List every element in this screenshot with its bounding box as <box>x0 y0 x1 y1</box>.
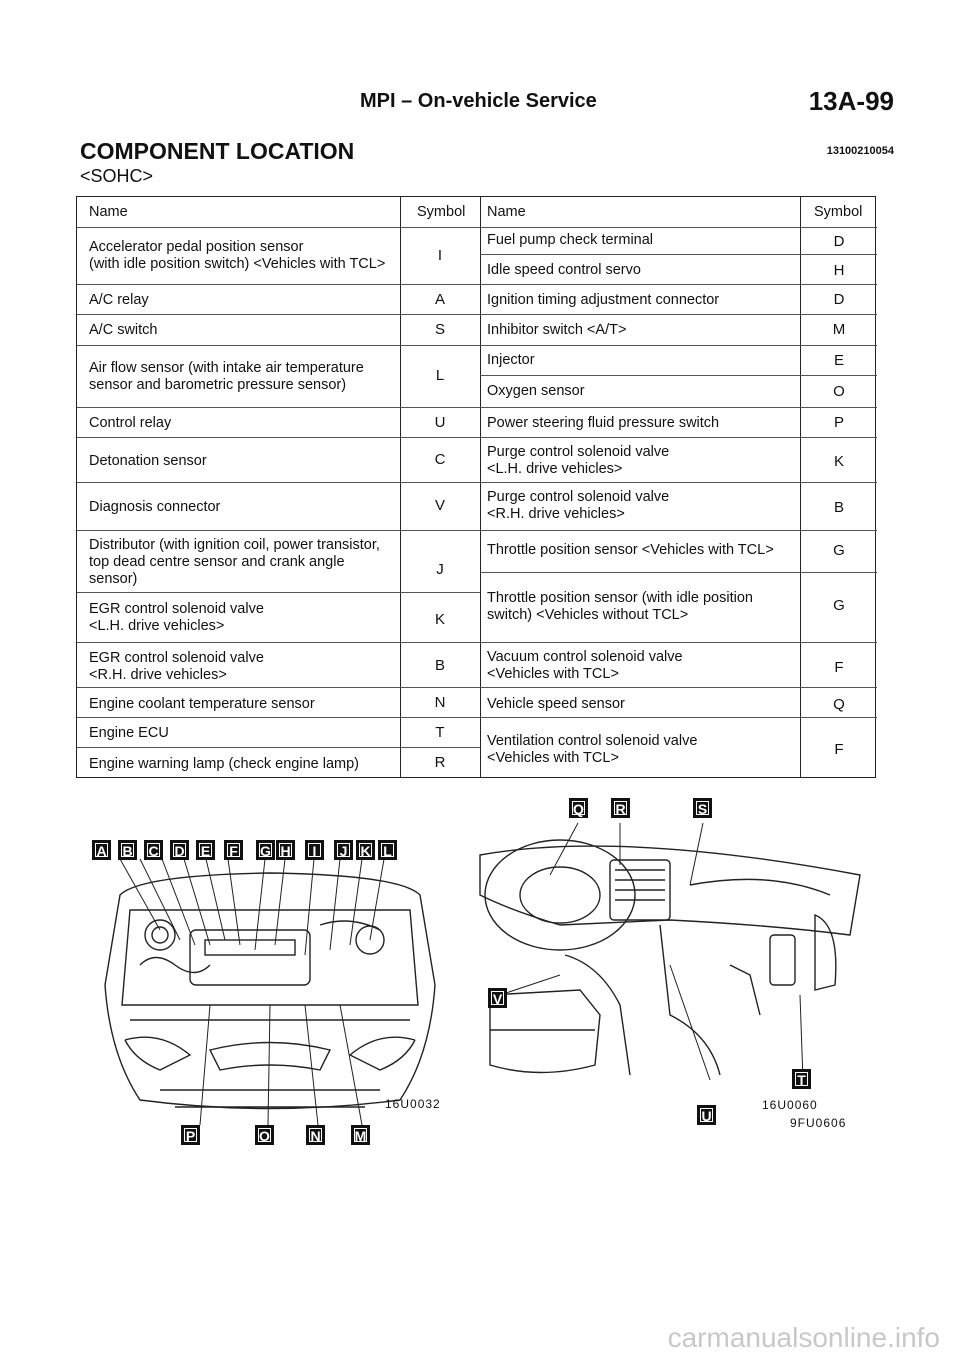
callout-label: J <box>334 840 353 860</box>
callout-label: N <box>306 1125 325 1145</box>
table-row-symbol: V <box>434 497 445 514</box>
table-row-symbol: K <box>833 453 844 470</box>
callout-label: E <box>196 840 215 860</box>
figure-code-secondary: 9FU0606 <box>790 1116 847 1130</box>
header-symbol-right: Symbol <box>814 204 863 220</box>
table-row-name: Engine ECU <box>89 725 169 741</box>
callout-label: R <box>611 798 630 818</box>
table-row-name: A/C relay <box>89 292 149 308</box>
callout-label: V <box>488 988 507 1008</box>
table-row-name: Purge control solenoid valve <R.H. drive vehicles> <box>487 489 670 522</box>
callout-label: G <box>256 840 275 860</box>
table-row-symbol: K <box>434 611 445 628</box>
table-row-name: Injector <box>487 352 535 368</box>
callout-label: L <box>378 840 397 860</box>
callout-label: U <box>697 1105 716 1125</box>
callout-label: S <box>693 798 712 818</box>
table-row-symbol: U <box>434 414 446 431</box>
table-row-name: Engine warning lamp (check engine lamp) <box>89 756 360 772</box>
table-row-name: Distributor (with ignition coil, power transistor, top dead centre sensor and crank angle sensor) <box>89 537 380 587</box>
callout-label: M <box>351 1125 370 1145</box>
callout-label: P <box>181 1125 200 1145</box>
table-row-name: Idle speed control servo <box>487 262 641 278</box>
table-row-symbol: J <box>436 561 444 578</box>
callout-label: I <box>305 840 324 860</box>
table-row-name: Purge control solenoid valve <L.H. drive vehicles> <box>487 444 670 477</box>
figure-code: 16U0032 <box>385 1097 441 1111</box>
table-row-name: Fuel pump check terminal <box>487 232 654 248</box>
callout-label: K <box>356 840 375 860</box>
callout-label: C <box>144 840 163 860</box>
section-subtitle: <SOHC> <box>80 166 154 186</box>
table-row-symbol: F <box>834 741 844 758</box>
callout-label: B <box>118 840 137 860</box>
callout-label: O <box>255 1125 274 1145</box>
table-row-name: Ventilation control solenoid valve <Vehicles with TCL> <box>487 733 698 766</box>
header-name-right: Name <box>487 204 526 220</box>
header-symbol-left: Symbol <box>417 204 466 220</box>
table-row-name: Engine coolant temperature sensor <box>89 696 315 712</box>
table-row-symbol: Q <box>833 696 845 713</box>
table-row-name: Detonation sensor <box>89 453 207 469</box>
table-row-symbol: I <box>437 247 443 264</box>
table-row-name: Ignition timing adjustment connector <box>487 292 720 308</box>
section-title: COMPONENT LOCATION <box>80 138 355 164</box>
table-row-symbol: F <box>834 659 844 676</box>
table-row-symbol: L <box>435 367 445 384</box>
table-row-symbol: B <box>833 499 844 516</box>
engine-bay-illustration <box>100 855 440 1130</box>
callout-label: Q <box>569 798 588 818</box>
callout-label: T <box>792 1069 811 1089</box>
table-row-name: Control relay <box>89 415 172 431</box>
table-row-symbol: G <box>833 542 845 559</box>
watermark: carmanualsonline.info <box>667 1322 940 1353</box>
dashboard-illustration <box>470 815 870 1100</box>
table-row-symbol: R <box>434 754 446 771</box>
callout-label: D <box>170 840 189 860</box>
table-row-symbol: P <box>833 414 844 431</box>
table-row-name: EGR control solenoid valve <R.H. drive vehicles> <box>89 650 264 683</box>
callout-label: H <box>276 840 295 860</box>
component-table <box>76 196 876 778</box>
callout-label: A <box>92 840 111 860</box>
document-code: 13100210054 <box>826 145 894 157</box>
figure-code: 16U0060 <box>762 1098 818 1112</box>
table-row-name: EGR control solenoid valve <L.H. drive vehicles> <box>89 601 264 634</box>
table-row-name: Throttle position sensor <Vehicles with TCL> <box>487 542 774 558</box>
table-row-symbol: C <box>434 451 446 468</box>
callout-label: F <box>224 840 243 860</box>
table-row-symbol: B <box>434 657 445 674</box>
table-row-symbol: D <box>833 291 845 308</box>
table-row-symbol: G <box>833 597 845 614</box>
header-name-left: Name <box>89 204 128 220</box>
page-header-title: MPI – On-vehicle Service <box>360 90 597 112</box>
table-row-name: Power steering fluid pressure switch <box>487 415 720 431</box>
table-row-name: Diagnosis connector <box>89 499 221 515</box>
page-number: 13A-99 <box>808 86 894 116</box>
table-row-name: Throttle position sensor (with idle position switch) <Vehicles without TCL> <box>487 590 753 623</box>
table-row-name: Oxygen sensor <box>487 383 585 399</box>
table-row-symbol: S <box>434 321 445 338</box>
table-row-symbol: T <box>435 724 445 741</box>
table-row-name: Air flow sensor (with intake air temperature sensor and barometric pressure sensor) <box>89 360 364 393</box>
table-row-symbol: N <box>434 694 446 711</box>
table-row-symbol: D <box>833 233 845 250</box>
table-row-symbol: E <box>833 352 844 369</box>
table-row-name: Inhibitor switch <A/T> <box>487 322 627 338</box>
table-row-name: Accelerator pedal position sensor (with idle position switch) <Vehicles with TCL> <box>89 239 386 272</box>
table-row-name: Vehicle speed sensor <box>487 696 625 712</box>
table-row-symbol: O <box>833 383 845 400</box>
table-row-name: Vacuum control solenoid valve <Vehicles with TCL> <box>487 649 683 682</box>
table-row-symbol: H <box>833 262 845 279</box>
table-row-symbol: A <box>434 291 445 308</box>
table-row-symbol: M <box>832 321 846 338</box>
table-row-name: A/C switch <box>89 322 158 338</box>
